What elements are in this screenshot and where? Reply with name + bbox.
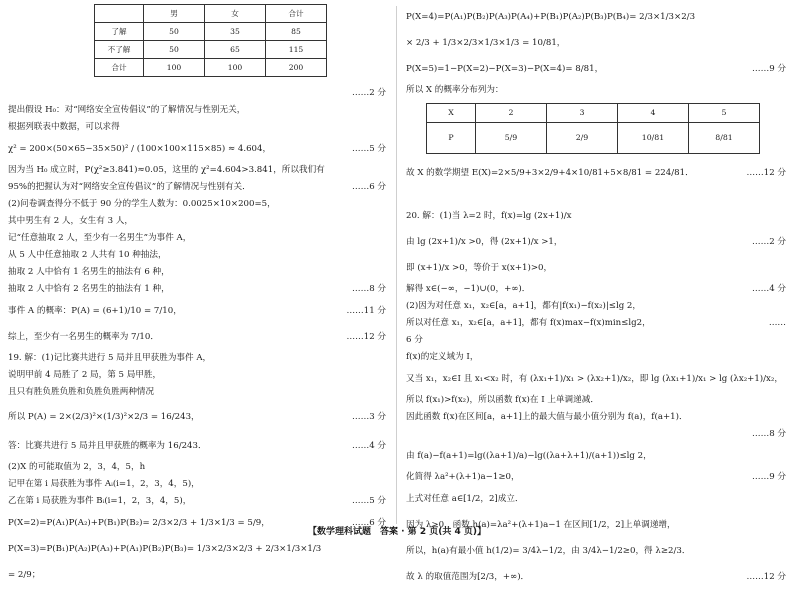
solution-text: 所以 f(x₁)>f(x₂)，所以函数 f(x)在 I 上单调递减． [406, 395, 599, 405]
solution-text: 即 (x+1)/x >0，等价于 x(x+1)>0， [406, 263, 553, 273]
solution-text: 所以，h(a)有最小值 h(1/2)= 3/4λ−1/2，由 3/4λ−1/2≥0，得 λ≥2/3． [406, 546, 691, 556]
solution-line [406, 486, 786, 512]
score-mark: …… [768, 318, 786, 328]
solution-text: = 2/9； [8, 570, 41, 580]
score-mark: ……6 分 [352, 182, 386, 192]
contingency-table [94, 4, 327, 77]
dist-x-value: 5 [689, 104, 760, 123]
table-cell: 100 [144, 59, 205, 77]
table-cell: 不了解 [95, 41, 144, 59]
score-mark: ……4 分 [352, 441, 386, 451]
dist-header-label: X [427, 104, 476, 123]
solution-line [8, 401, 386, 433]
solution-line [8, 459, 386, 476]
solution-text: 从 5 人中任意抽取 2 人共有 10 种抽法， [8, 250, 167, 260]
solution-line [406, 469, 786, 486]
solution-text: 故 λ 的取值范围为[2/3，+∞)． [406, 572, 530, 582]
dist-prob: 2/9 [547, 123, 618, 154]
solution-text: 根据列联表中数据，可以求得 [8, 122, 120, 132]
solution-line [406, 538, 786, 564]
solution-line [406, 298, 786, 315]
solution-line [406, 349, 786, 366]
solution-line [406, 564, 786, 590]
table-cell: 50 [144, 23, 205, 41]
solution-text: 上式对任意 a∈[1/2，2]成立． [406, 494, 524, 504]
solution-text: × 2/3 + 1/3×2/3×1/3×1/3 = 10/81， [406, 38, 566, 48]
distribution-table [426, 103, 760, 154]
solution-text: 20. 解：(1)当 λ=2 时，f(x)=lg (2x+1)/x [406, 211, 572, 221]
solution-line [406, 56, 786, 82]
score-mark: ……2 分 [352, 88, 386, 98]
score-mark: ……9 分 [752, 472, 786, 482]
solution-line [406, 426, 786, 443]
table-cell: 女 [205, 5, 266, 23]
score-mark: ……4 分 [752, 284, 786, 294]
score-mark: ……9 分 [752, 64, 786, 74]
solution-line [406, 315, 786, 332]
table-cell: 了解 [95, 23, 144, 41]
solution-text: 解得 x∈(−∞，−1)∪(0，+∞)． [406, 284, 531, 294]
solution-line [8, 102, 386, 119]
solution-line [8, 367, 386, 384]
solution-text: (2)问卷调查得分不低于 90 分的学生人数为：0.0025×10×200=5， [8, 199, 276, 209]
solution-text: 记甲在第 i 局获胜为事件 Aᵢ(i=1，2，3，4，5)， [8, 479, 200, 489]
solution-line [8, 298, 386, 324]
score-mark: ……12 分 [746, 168, 786, 178]
right-column [406, 4, 786, 590]
solution-line [8, 230, 386, 247]
solution-line [8, 562, 386, 588]
dist-x-value: 3 [547, 104, 618, 123]
solution-text: 且只有胜负胜负胜和负胜负胜两种情况 [8, 387, 155, 397]
solution-line [8, 350, 386, 367]
solution-text: 又当 x₁，x₂∈I 且 x₁<x₂ 时，有 (λx₁+1)/x₁ > (λx₂+1)/x₂，即 lg (λx₁+1)/x₁ > lg (λx₂+1)/x₂， [406, 374, 783, 384]
solution-text: P(X=3)=P(B₁)P(A₂)P(A₃)+P(A₁)P(B₂)P(B₃)= 1/3×2/3×2/3 + 2/3×1/3×1/3 [8, 544, 322, 554]
solution-line [406, 409, 786, 426]
solution-text: 因为 λ>0，函数 h(a)=λa²+(λ+1)a−1 在区间[1/2，2]上单调递增， [406, 520, 676, 530]
table-cell: 35 [205, 23, 266, 41]
solution-line [406, 30, 786, 56]
solution-text: 化简得 λa²+(λ+1)a−1≥0， [406, 472, 520, 482]
table-cell: 100 [205, 59, 266, 77]
solution-text: χ² = 200×(50×65−35×50)² / (100×100×115×85) ≈ 4.604， [8, 144, 272, 154]
solution-line [8, 196, 386, 213]
solution-text: 所以 P(A) = 2×(2/3)²×(1/3)²×2/3 = 16/243， [8, 412, 200, 422]
solution-text: 答：比赛共进行 5 局并且甲获胜的概率为 16/243． [8, 441, 207, 451]
table-row [95, 41, 327, 59]
solution-text: (2)因为对任意 x₁，x₂∈[a，a+1]，都有|f(x₁)−f(x₂)|≤lg 2， [406, 301, 641, 311]
solution-text: (2)X 的可能取值为 2，3，4，5，h [8, 462, 146, 472]
solution-line [8, 213, 386, 230]
table-cell: 男 [144, 5, 205, 23]
solution-text: 所以对任意 x₁，x₂∈[a，a+1]，都有 f(x)max−f(x)min≤lg2， [406, 318, 651, 328]
dist-row-label: P [427, 123, 476, 154]
solution-line [8, 179, 386, 196]
dist-prob: 10/81 [618, 123, 689, 154]
solution-line [406, 160, 786, 186]
solution-text: P(X=5)=1−P(X=2)−P(X=3)−P(X=4)= 8/81， [406, 64, 604, 74]
left-column [8, 4, 386, 588]
score-mark: ……5 分 [352, 144, 386, 154]
solution-text: 所以 X 的概率分布列为： [406, 85, 504, 95]
table-row [95, 59, 327, 77]
solution-text: P(X=2)=P(A₁)P(A₂)+P(B₁)P(B₂)= 2/3×2/3 + 1/3×1/3 = 5/9， [8, 518, 270, 528]
solution-line [8, 384, 386, 401]
solution-line [8, 476, 386, 493]
right-bottom-lines [406, 160, 786, 590]
solution-text: 抽取 2 人中恰有 2 名男生的抽法有 1 种， [8, 284, 170, 294]
solution-line [406, 332, 786, 349]
dist-prob: 8/81 [689, 123, 760, 154]
table-row [95, 5, 327, 23]
solution-text: 记“任意抽取 2 人，至少有一名男生”为事件 A， [8, 233, 192, 243]
score-mark: ……5 分 [352, 496, 386, 506]
right-top-lines [406, 4, 786, 99]
solution-line [406, 443, 786, 469]
solution-line [8, 264, 386, 281]
score-mark: ……8 分 [352, 284, 386, 294]
solution-text: P(X=4)=P(A₁)P(B₂)P(A₃)P(A₄)+P(B₁)P(A₂)P(B₃)P(B₄)= 2/3×1/3×2/3 [406, 12, 696, 22]
solution-text: 19. 解：(1)记比赛共进行 5 局并且甲获胜为事件 A， [8, 353, 212, 363]
table-cell: 115 [266, 41, 327, 59]
solution-text: 抽取 2 人中恰有 1 名男生的抽法有 6 种， [8, 267, 170, 277]
table-cell: 50 [144, 41, 205, 59]
solution-line [8, 162, 386, 179]
solution-text: 因此函数 f(x)在区间[a，a+1]上的最大值与最小值分别为 f(a)，f(a+1)． [406, 412, 688, 422]
solution-text: 由 lg (2x+1)/x >0，得 (2x+1)/x >1， [406, 237, 563, 247]
solution-line [8, 119, 386, 136]
solution-line [406, 203, 786, 229]
score-mark: ……8 分 [752, 429, 786, 439]
solution-text: f(x)的定义域为 I， [406, 352, 479, 362]
column-divider [396, 6, 397, 524]
solution-line [8, 536, 386, 562]
solution-line [406, 4, 786, 30]
table-cell: 合计 [266, 5, 327, 23]
table-cell: 85 [266, 23, 327, 41]
dist-prob: 5/9 [476, 123, 547, 154]
solution-line [8, 324, 386, 350]
left-solution-lines [8, 85, 386, 588]
solution-line [406, 229, 786, 255]
solution-line [8, 136, 386, 162]
solution-line [8, 493, 386, 510]
table-cell: 200 [266, 59, 327, 77]
solution-line [8, 281, 386, 298]
solution-text: 乙在第 i 局获胜为事件 Bᵢ(i=1，2，3，4，5)， [8, 496, 192, 506]
score-mark: ……6 分 [352, 518, 386, 528]
score-mark: ……12 分 [346, 332, 386, 342]
solution-line [8, 433, 386, 459]
table-cell: 合计 [95, 59, 144, 77]
table-row [95, 23, 327, 41]
solution-text: 其中男生有 2 人，女生有 3 人， [8, 216, 133, 226]
table-cell [95, 5, 144, 23]
score-mark: ……3 分 [352, 412, 386, 422]
solution-text: 提出假设 H₀：对“网络安全宣传倡议”的了解情况与性别无关， [8, 105, 246, 115]
solution-text: 事件 A 的概率：P(A) = (6+1)/10 = 7/10， [8, 306, 182, 316]
solution-line [406, 366, 786, 392]
solution-text: 6 分 [406, 335, 423, 345]
table-cell: 65 [205, 41, 266, 59]
score-mark: ……12 分 [746, 572, 786, 582]
solution-text: 由 f(a)−f(a+1)=lg((λa+1)/a)−lg((λa+λ+1)/(a+1))≤lg 2， [406, 451, 652, 461]
dist-x-value: 4 [618, 104, 689, 123]
solution-text: 故 X 的数学期望 E(X)=2×5/9+3×2/9+4×10/81+5×8/81 = 224/81． [406, 168, 694, 178]
solution-line [406, 281, 786, 298]
solution-text: 说明甲前 4 局胜了 2 局，第 5 局甲胜， [8, 370, 162, 380]
solution-line [406, 392, 786, 409]
solution-line [406, 82, 786, 99]
solution-text: 因为当 H₀ 成立时，P(χ²≥3.841)≈0.05，这里的 χ²=4.604>3.841，所以我们有 [8, 165, 325, 175]
solution-line [8, 85, 386, 102]
page-footer: 【数学理科试题 答案 · 第 2 页(共 4 页)】 [308, 527, 486, 537]
solution-line [406, 186, 786, 203]
solution-line [8, 247, 386, 264]
solution-text: 95%的把握认为对“网络安全宣传倡议”的了解情况与性别有关． [8, 182, 251, 192]
dist-x-value: 2 [476, 104, 547, 123]
solution-text: 综上，至少有一名男生的概率为 7/10． [8, 332, 159, 342]
score-mark: ……2 分 [752, 237, 786, 247]
score-mark: ……11 分 [346, 306, 386, 316]
solution-line [406, 255, 786, 281]
